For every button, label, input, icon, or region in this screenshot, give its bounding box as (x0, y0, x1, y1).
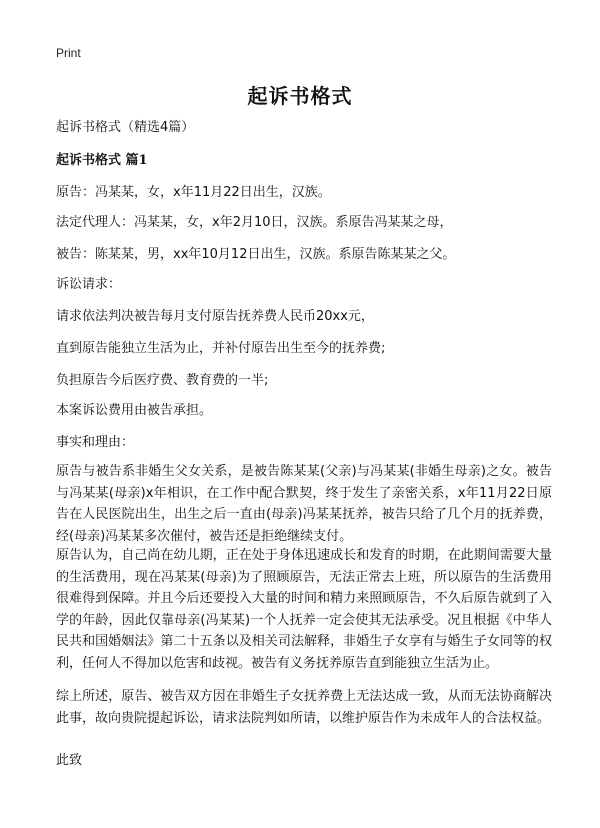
defendant-line: 被告：陈某某，男，xx年10月12日出生，汉族。系原告陈某某之父。 (56, 247, 456, 262)
page-title: 起诉书格式 (247, 84, 353, 108)
facts-paragraph: 原告认为，自己尚在幼儿期，正在处于身体迅速成长和发育的时期，在此期间需要大量的生活费用，现在冯某某(母亲)为了照顾原告，无法正常去上班，所以原告的生活费用很难得到保障。并且今后还要投入大量的时间和精力来照顾原告，不久后原告就到了入学的年龄，因此仅靠母亲(冯某某)一个人抚养一定会使其无法承受。况且根据《中华人民共和国婚姻法》第二十五条以及相关司法解释，非婚生子女享有与婚生子女同等的权利，任何人不得加以危害和歧视。被告有义务抚养原告直到能独立生活为止。 (56, 548, 552, 671)
facts-paragraph: 原告与被告系非婚生父女关系，是被告陈某某(父亲)与冯某某(非婚生母亲)之女。被告与冯某某(母亲)x年相识，在工作中配合默契，终于发生了亲密关系，x年11月22日原告在人民医院出生，出生之后一直由(母亲)冯某某抚养，被告只给了几个月的抚养费，经(母亲)冯某某多次催付，被告还是拒绝继续支付。 (56, 464, 552, 544)
facts-paragraph: 综上所述，原告、被告双方因在非婚生子女抚养费上无法达成一致，从而无法协商解决此事，故向贵院提起诉讼，请求法院判如所请，以维护原告作为未成年人的合法权益。 (56, 689, 552, 726)
claim-item: 直到原告能独立生活为止，并补付原告出生至今的抚养费; (56, 341, 386, 356)
facts-heading: 事实和理由： (56, 435, 135, 450)
closing-line: 此致 (56, 753, 83, 768)
document-subtitle: 起诉书格式（精选4篇） (56, 120, 195, 135)
section-heading: 起诉书格式 篇1 (56, 153, 148, 168)
print-link[interactable]: Print (56, 46, 81, 60)
claim-item: 请求依法判决被告每月支付原告抚养费人民币20xx元， (56, 309, 374, 324)
legal-agent-line: 法定代理人：冯某某，女，x年2月10日，汉族。系原告冯某某之母， (56, 215, 453, 230)
claim-item: 负担原告今后医疗费、教育费的一半; (56, 373, 269, 388)
claims-heading: 诉讼请求： (56, 277, 122, 292)
claim-item: 本案诉讼费用由被告承担。 (56, 403, 213, 418)
plaintiff-line: 原告：冯某某，女，x年11月22日出生，汉族。 (56, 185, 331, 200)
